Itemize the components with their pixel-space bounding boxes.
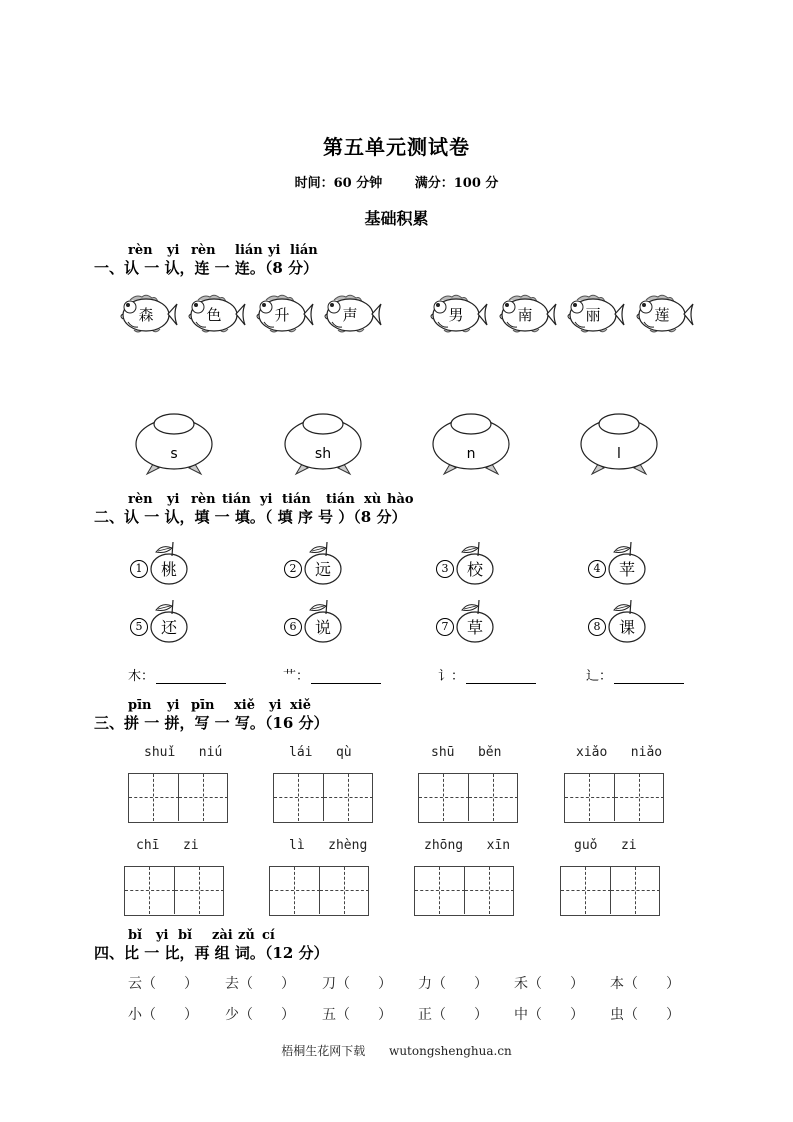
grid-cell[interactable] (270, 867, 320, 914)
circled-number: 2 (284, 560, 302, 578)
fish-character: 色 (206, 306, 222, 324)
apple-card (588, 598, 652, 644)
writing-grid[interactable] (564, 773, 664, 823)
question-3-heading: pīn yi pīn xiě yi xiě 三、拼 一 拼，写 一 写。（16 分） (94, 698, 329, 732)
fish-character: 莲 (654, 306, 670, 324)
writing-grid[interactable] (414, 866, 514, 916)
fish-card[interactable] (495, 292, 557, 336)
radical-cao: 艹： (283, 665, 381, 684)
word-blank[interactable]: 小（ ） (128, 1007, 198, 1023)
writing-grid[interactable] (560, 866, 660, 916)
question-1-text: 一、认 一 认，连 一 连。（8 分） (94, 259, 319, 277)
footer-url[interactable]: wutongshenghua.cn (389, 1044, 512, 1058)
answer-blank[interactable] (466, 671, 536, 684)
circled-number: 7 (436, 618, 454, 636)
apple-card (436, 540, 500, 586)
section-title: 基础积累 (364, 209, 429, 228)
question-3-text: 三、拼 一 拼，写 一 写。（16 分） (94, 714, 329, 732)
pinyin-prompt: chī zi (136, 838, 199, 853)
grid-cell[interactable] (178, 774, 228, 821)
grid-cell[interactable] (319, 867, 369, 914)
apple-card (130, 598, 194, 644)
pot-initial: sh (314, 446, 332, 462)
fish-card[interactable] (632, 292, 694, 336)
grid-cell[interactable] (614, 774, 664, 821)
fish-card[interactable] (320, 292, 382, 336)
apple-character: 课 (618, 618, 635, 637)
word-blank[interactable]: 力（ ） (418, 976, 488, 992)
grid-cell[interactable] (415, 867, 465, 914)
pot-initial: n (466, 446, 476, 462)
radical-mu: 木： (128, 665, 226, 684)
apple-card (130, 540, 194, 586)
question-1-heading: rèn yi rèn lián yi lián 一、认 一 认，连 一 连。（8 分） (94, 243, 319, 277)
question-2-text: 二、认 一 认，填 一 填。（ 填 序 号 ）（8 分） (94, 508, 407, 526)
pinyin-prompt: lì zhèng (289, 838, 368, 853)
answer-blank[interactable] (156, 671, 226, 684)
answer-blank[interactable] (311, 671, 381, 684)
question-4-heading: bǐ yi bǐ zài zǔ cí 四、比 一 比，再 组 词。（12 分） (94, 928, 329, 962)
apple-card (284, 598, 348, 644)
footer (0, 1042, 793, 1059)
radical-chuo: 辶： (586, 665, 684, 684)
grid-cell[interactable] (125, 867, 175, 914)
grid-cell[interactable] (129, 774, 179, 821)
pinyin-prompt: shuǐ niú (144, 745, 223, 760)
fish-character: 声 (342, 306, 358, 324)
writing-grid[interactable] (418, 773, 518, 823)
grid-cell[interactable] (565, 774, 615, 821)
fish-character: 南 (517, 306, 533, 324)
fish-character: 森 (138, 306, 154, 324)
page-title: 第五单元测试卷 (323, 135, 470, 159)
fish-character: 男 (448, 306, 464, 324)
pot-card[interactable] (282, 410, 364, 476)
exam-meta (0, 172, 793, 191)
pinyin-prompt: guǒ zi (574, 838, 637, 853)
apple-character: 苹 (618, 560, 635, 579)
word-blank[interactable]: 少（ ） (225, 1007, 295, 1023)
word-blank[interactable]: 云（ ） (128, 976, 198, 992)
question-2-heading: rèn yi rèn tián yi tián tián xù hào 二、认 一 认，填 一 填。（ 填 序 号 ）（8 分） (94, 492, 414, 526)
word-blank[interactable]: 正（ ） (418, 1007, 488, 1023)
full-score: 满分：100 分 (414, 176, 499, 191)
word-blank[interactable]: 去（ ） (225, 976, 295, 992)
apple-character: 校 (466, 560, 483, 579)
apple-card (436, 598, 500, 644)
apple-character: 桃 (160, 560, 177, 579)
apple-character: 还 (160, 618, 177, 637)
fish-card[interactable] (184, 292, 246, 336)
pinyin-prompt: shū běn (431, 745, 502, 760)
fish-card[interactable] (563, 292, 625, 336)
grid-cell[interactable] (419, 774, 469, 821)
circled-number: 3 (436, 560, 454, 578)
pinyin-prompt: zhōng xīn (424, 838, 511, 853)
question-4-text: 四、比 一 比，再 组 词。（12 分） (94, 944, 329, 962)
pot-card[interactable] (430, 410, 512, 476)
time-limit: 时间：60 分钟 (294, 176, 383, 191)
apple-character: 草 (466, 618, 483, 637)
grid-cell[interactable] (610, 867, 660, 914)
fish-card[interactable] (426, 292, 488, 336)
circled-number: 6 (284, 618, 302, 636)
word-blank[interactable]: 本（ ） (610, 976, 680, 992)
grid-cell[interactable] (464, 867, 514, 914)
word-blank[interactable]: 中（ ） (514, 1007, 584, 1023)
pot-card[interactable] (578, 410, 660, 476)
pot-initial: l (617, 446, 621, 462)
pinyin-prompt: xiǎo niǎo (576, 745, 663, 760)
fish-character: 丽 (585, 306, 601, 324)
apple-card (588, 540, 652, 586)
fish-character: 升 (274, 306, 290, 324)
writing-grid[interactable] (273, 773, 373, 823)
grid-cell[interactable] (274, 774, 324, 821)
word-blank[interactable]: 刀（ ） (322, 976, 392, 992)
grid-cell[interactable] (323, 774, 373, 821)
grid-cell[interactable] (174, 867, 224, 914)
circled-number: 8 (588, 618, 606, 636)
footer-site-name: 梧桐生花网下载 (281, 1044, 366, 1058)
circled-number: 5 (130, 618, 148, 636)
word-blank[interactable]: 禾（ ） (514, 976, 584, 992)
circled-number: 4 (588, 560, 606, 578)
pot-initial: s (170, 446, 178, 462)
word-blank[interactable]: 虫（ ） (610, 1007, 680, 1023)
writing-grid[interactable] (269, 866, 369, 916)
apple-character: 说 (314, 618, 331, 637)
grid-cell[interactable] (561, 867, 611, 914)
writing-grid[interactable] (124, 866, 224, 916)
apple-card (284, 540, 348, 586)
circled-number: 1 (130, 560, 148, 578)
radical-yan: 讠： (438, 665, 536, 684)
word-blank[interactable]: 五（ ） (322, 1007, 392, 1023)
fish-card[interactable] (252, 292, 314, 336)
fish-card[interactable] (116, 292, 178, 336)
writing-grid[interactable] (128, 773, 228, 823)
answer-blank[interactable] (614, 671, 684, 684)
apple-character: 远 (314, 560, 331, 579)
grid-cell[interactable] (468, 774, 518, 821)
pot-card[interactable] (133, 410, 215, 476)
pinyin-prompt: lái qù (289, 745, 352, 760)
